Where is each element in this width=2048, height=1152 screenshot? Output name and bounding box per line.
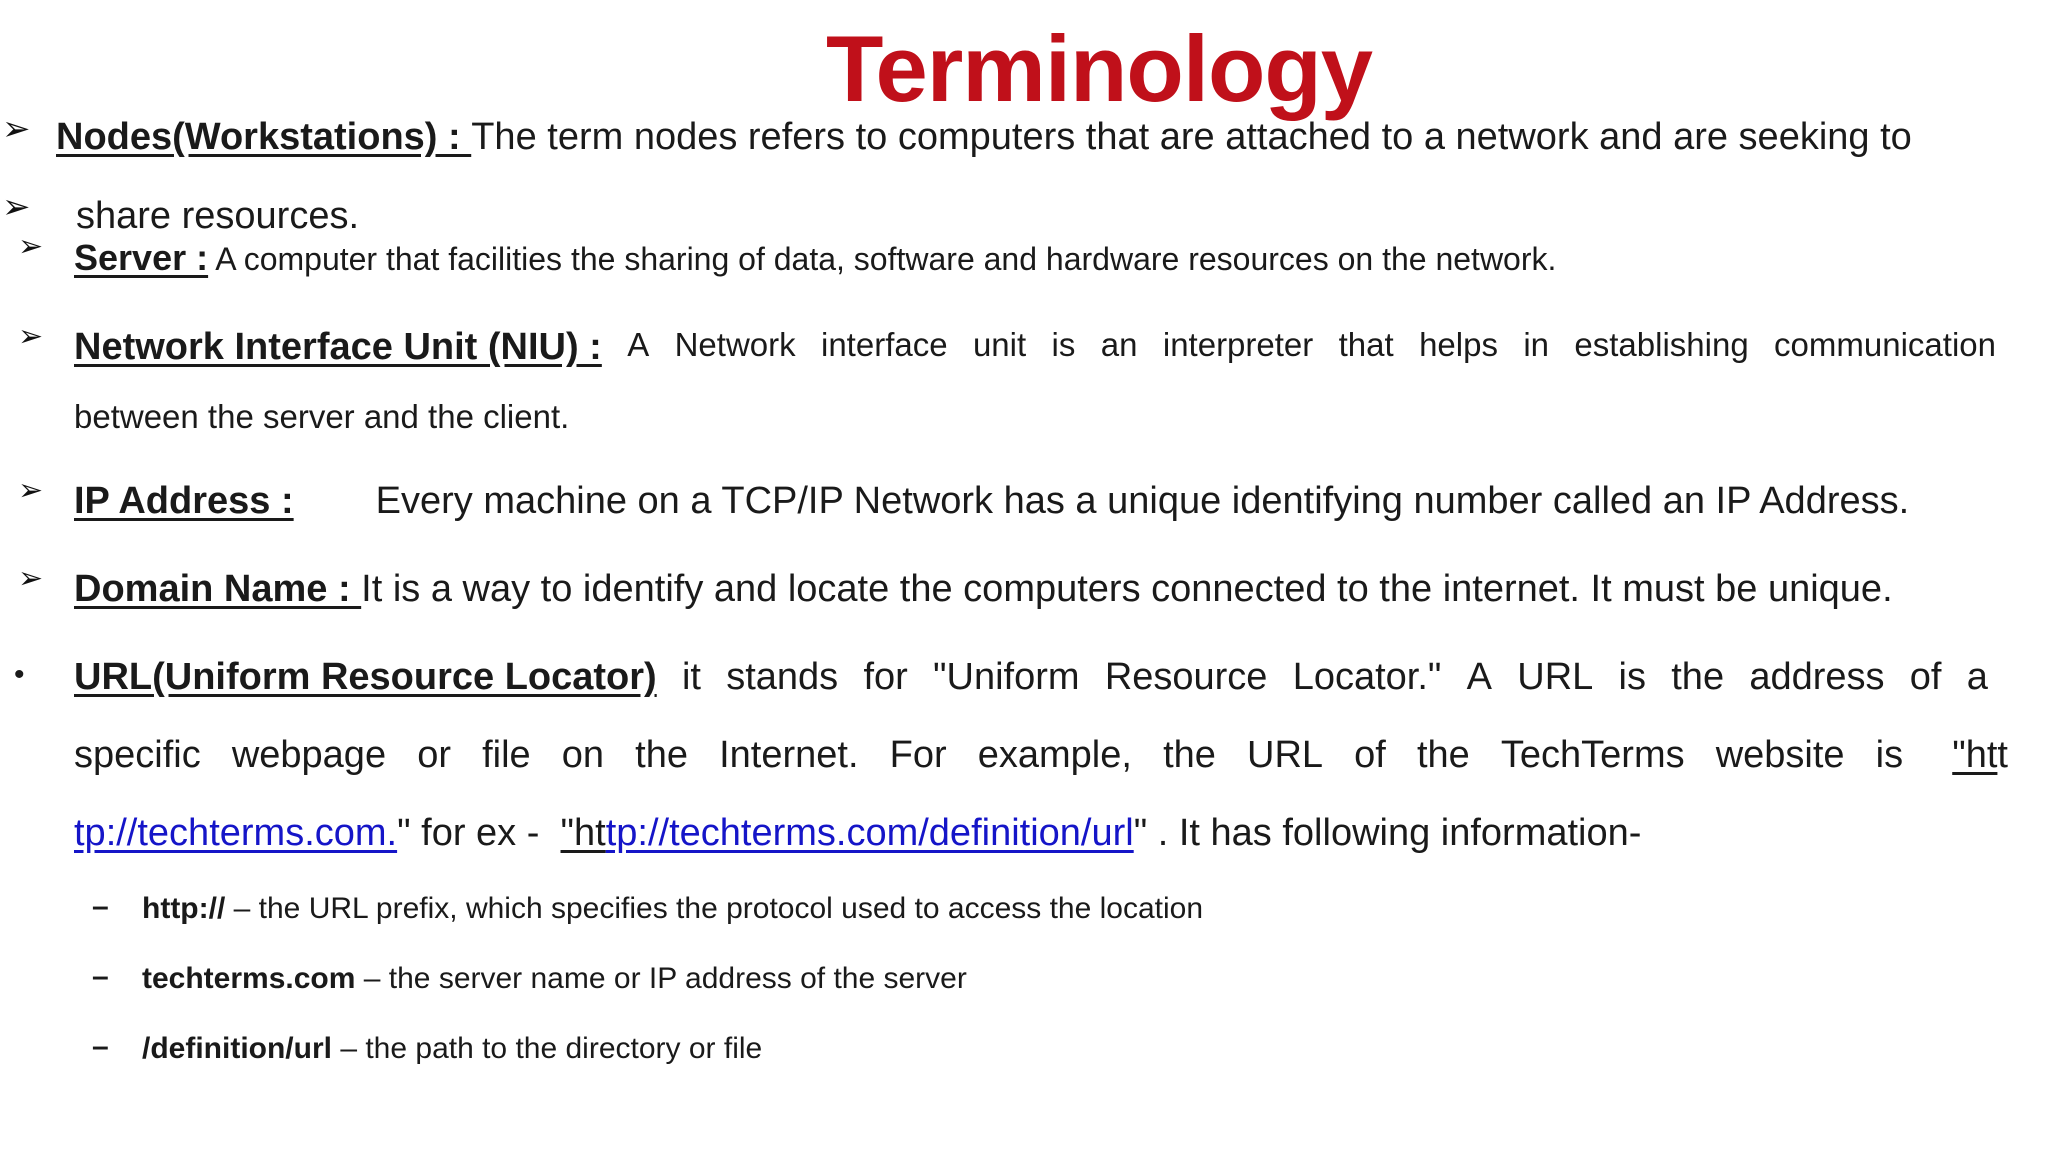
url-part-item xyxy=(142,1034,762,1064)
niu-word: that xyxy=(1338,326,1394,363)
niu-word: is xyxy=(1051,326,1076,363)
niu-word: an xyxy=(1100,326,1138,363)
url-example-mid: " for ex - xyxy=(397,812,561,854)
url-part-text: – the URL prefix, which specifies the protocol used to access the location xyxy=(225,892,1204,925)
niu-word: in xyxy=(1523,326,1550,363)
server-term: Server : xyxy=(74,237,209,278)
dash-bullet-icon: – xyxy=(92,890,109,923)
arrow-bullet-icon: ➢ xyxy=(18,230,44,263)
niu-word: establishing xyxy=(1574,326,1749,363)
domain-term: Domain Name : xyxy=(74,568,362,610)
niu-word: Network xyxy=(674,326,796,363)
nodes-definition xyxy=(56,118,1912,156)
server-text: A computer that facilities the sharing of data, software and hardware resources on the network. xyxy=(208,241,1557,277)
url-word: "Uniform xyxy=(933,656,1080,698)
url-term: URL(Uniform Resource Locator) xyxy=(74,656,657,698)
url-word: of xyxy=(1909,656,1942,698)
dash-bullet-icon: – xyxy=(92,960,109,993)
arrow-bullet-icon: ➢ xyxy=(2,188,31,226)
nodes-term: Nodes(Workstations) : xyxy=(56,116,472,158)
url-example-quote: "ht xyxy=(560,812,606,854)
url-word: a xyxy=(1966,656,1988,698)
niu-word: interface xyxy=(821,326,948,363)
url-word: webpage xyxy=(231,734,387,776)
arrow-bullet-icon: ➢ xyxy=(18,474,44,507)
url-word: is xyxy=(1875,734,1904,776)
url-word: Locator." xyxy=(1292,656,1442,698)
url-part-item xyxy=(142,894,1203,924)
url-definition-line1 xyxy=(74,658,1988,696)
niu-word: interpreter xyxy=(1162,326,1314,363)
url-word: address xyxy=(1749,656,1885,698)
niu-definition-line2: between the server and the client. xyxy=(74,398,570,435)
url-part-name: http:// xyxy=(142,892,226,925)
server-definition xyxy=(74,237,1557,278)
url-definition-line2 xyxy=(74,736,2008,774)
url-part-name: /definition/url xyxy=(142,1032,332,1065)
niu-term: Network Interface Unit (NIU) : xyxy=(74,326,602,368)
url-word: it xyxy=(681,656,701,698)
url-part-name: techterms.com xyxy=(142,962,356,995)
arrow-bullet-icon: ➢ xyxy=(2,110,31,148)
niu-definition-line1 xyxy=(74,328,1996,366)
ip-text: Every machine on a TCP/IP Network has a unique identifying number called an IP Address. xyxy=(375,480,1910,522)
url-example-end: " . It has following information- xyxy=(1133,812,1642,854)
url-word: for xyxy=(863,656,908,698)
url-word: on xyxy=(561,734,605,776)
url-word: is xyxy=(1618,656,1646,698)
url-word: A xyxy=(1466,656,1493,698)
niu-word: A xyxy=(627,326,650,363)
nodes-text: The term nodes refers to computers that are attached to a network and are seeking to xyxy=(471,116,1912,158)
url-word: Internet. xyxy=(719,734,859,776)
arrow-bullet-icon: ➢ xyxy=(18,320,44,353)
url-example-char: t xyxy=(1997,734,2008,776)
url-word: the xyxy=(1163,734,1216,776)
url-word: URL xyxy=(1247,734,1324,776)
url-word: example, xyxy=(977,734,1132,776)
niu-word: helps xyxy=(1419,326,1498,363)
url-word: the xyxy=(1416,734,1470,776)
techterms-link[interactable]: tp://techterms.com. xyxy=(74,812,398,854)
url-word: the xyxy=(635,734,688,776)
url-part-text: – the path to the directory or file xyxy=(331,1032,763,1065)
niu-word: unit xyxy=(972,326,1027,363)
url-example-quote: "ht xyxy=(1952,734,1998,776)
url-word: of xyxy=(1354,734,1386,776)
url-word: For xyxy=(889,734,947,776)
url-word: specific xyxy=(74,734,201,776)
arrow-bullet-icon: ➢ xyxy=(18,562,44,595)
definition-url-link[interactable]: tp://techterms.com/definition/url xyxy=(605,812,1134,854)
url-word: URL xyxy=(1517,656,1594,698)
url-word: Resource xyxy=(1104,656,1268,698)
url-definition-line3 xyxy=(74,814,1641,852)
dash-bullet-icon: – xyxy=(92,1030,109,1063)
niu-word: communication xyxy=(1774,326,1996,363)
ip-definition xyxy=(74,482,1909,520)
url-part-item xyxy=(142,964,967,994)
slide-title: Terminology xyxy=(826,16,1373,121)
domain-text: It is a way to identify and locate the computers connected to the internet. It must be unique. xyxy=(361,568,1893,610)
url-word: website xyxy=(1715,734,1845,776)
nodes-continuation: share resources. xyxy=(76,195,360,237)
url-example-start xyxy=(1952,736,2008,774)
ip-term: IP Address : xyxy=(74,480,294,522)
url-part-text: – the server name or IP address of the server xyxy=(355,962,967,995)
url-word: file xyxy=(482,734,531,776)
url-word: TechTerms xyxy=(1500,734,1685,776)
domain-definition xyxy=(74,570,1893,608)
dot-bullet-icon: • xyxy=(14,658,25,691)
url-word: the xyxy=(1671,656,1725,698)
url-word: stands xyxy=(726,656,839,698)
url-word: or xyxy=(417,734,451,776)
